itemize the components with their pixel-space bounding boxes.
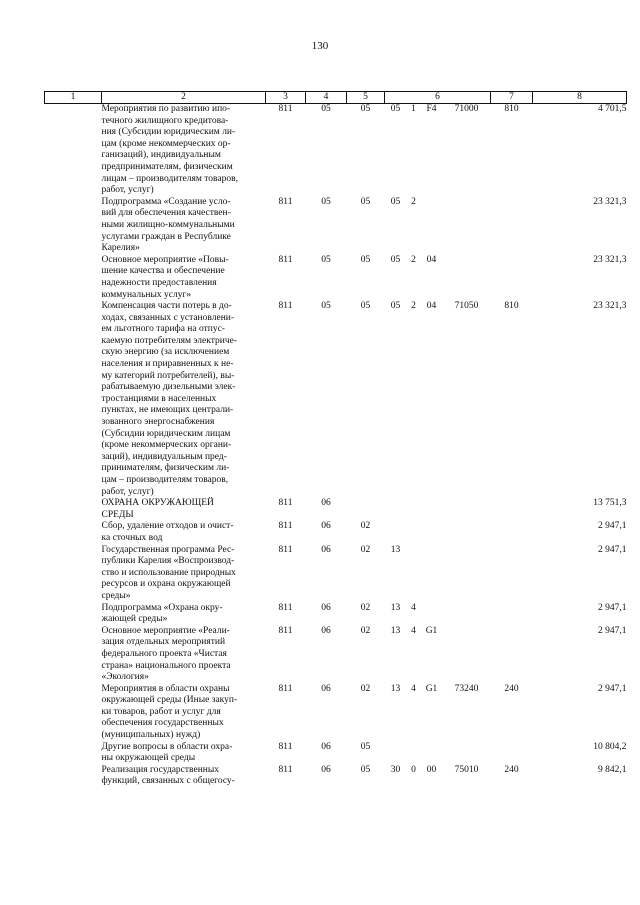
blank-cell bbox=[45, 626, 102, 684]
row-grbs: 811 bbox=[278, 301, 293, 312]
row-subprogram: 2 bbox=[411, 301, 416, 312]
row-subprogram bbox=[407, 742, 421, 765]
row-program: 13 bbox=[390, 683, 401, 694]
row-subsection: 05 bbox=[360, 254, 371, 265]
row-section: 06 bbox=[321, 498, 331, 509]
row-program: 30 bbox=[390, 764, 401, 775]
row-grbs: 811 bbox=[278, 602, 293, 613]
row-expense-type bbox=[491, 626, 533, 684]
row-subprogram: 4 bbox=[411, 602, 416, 613]
row-grbs: 811 bbox=[278, 764, 293, 775]
row-subsection bbox=[347, 498, 385, 521]
row-name: Основное мероприятие «Повы- шение качества и обеспечение надежности предоставления коммунальных услуг» bbox=[101, 254, 229, 300]
row-grbs: 811 bbox=[278, 683, 293, 694]
row-subprogram: 4 bbox=[411, 683, 416, 694]
row-subprogram bbox=[407, 498, 421, 521]
row-section: 05 bbox=[321, 104, 331, 114]
column-header: 3 bbox=[266, 92, 306, 104]
row-expense-type bbox=[491, 545, 533, 603]
row-subsection: 02 bbox=[360, 544, 371, 555]
row-direction bbox=[443, 498, 491, 521]
table-row bbox=[45, 626, 627, 684]
row-section: 06 bbox=[321, 544, 331, 555]
row-section: 06 bbox=[321, 625, 331, 636]
column-header: 8 bbox=[533, 92, 627, 104]
row-expense-type bbox=[491, 521, 533, 544]
table-row bbox=[45, 498, 627, 521]
header-row bbox=[45, 92, 627, 104]
row-grbs: 811 bbox=[278, 104, 293, 114]
row-activity: G1 bbox=[425, 683, 438, 694]
blank-cell bbox=[45, 104, 102, 197]
row-program: 13 bbox=[390, 544, 401, 555]
row-grbs: 811 bbox=[278, 196, 293, 207]
table-row bbox=[45, 104, 627, 197]
row-program bbox=[385, 521, 407, 544]
row-subsection: 05 bbox=[360, 741, 371, 752]
row-direction bbox=[443, 603, 491, 626]
row-expense-type: 810 bbox=[504, 104, 519, 114]
row-direction bbox=[443, 197, 491, 255]
table-row bbox=[45, 521, 627, 544]
row-name: Государственная программа Рес- публики Карелия «Воспроизвод- ство и использование природных ресурсов и охрана окружающей среды» bbox=[101, 544, 236, 601]
blank-cell bbox=[45, 742, 102, 765]
blank-cell bbox=[45, 301, 102, 498]
row-expense-type bbox=[491, 255, 533, 301]
row-direction: 71000 bbox=[454, 104, 479, 114]
row-subprogram bbox=[407, 545, 421, 603]
row-amount: 23 321,3 bbox=[593, 254, 627, 265]
row-subsection: 02 bbox=[360, 602, 371, 613]
row-activity: F4 bbox=[426, 104, 437, 114]
row-subsection: 02 bbox=[360, 625, 371, 636]
row-amount: 9 842,1 bbox=[598, 764, 627, 775]
row-activity: G1 bbox=[425, 625, 438, 636]
blank-cell bbox=[45, 521, 102, 544]
blank-cell bbox=[45, 255, 102, 301]
row-program: 05 bbox=[390, 196, 401, 207]
row-expense-type bbox=[491, 498, 533, 521]
row-subsection: 05 bbox=[360, 196, 371, 207]
row-expense-type: 240 bbox=[504, 764, 519, 775]
column-header: 4 bbox=[306, 92, 347, 104]
row-expense-type bbox=[491, 742, 533, 765]
row-grbs: 811 bbox=[278, 625, 293, 636]
row-amount: 23 321,3 bbox=[593, 196, 627, 207]
row-direction bbox=[443, 742, 491, 765]
row-amount: 2 947,1 bbox=[598, 625, 627, 636]
row-program bbox=[385, 742, 407, 765]
blank-cell bbox=[45, 684, 102, 742]
row-amount: 2 947,1 bbox=[598, 521, 627, 532]
row-activity: 00 bbox=[426, 764, 437, 775]
row-subprogram: 1 bbox=[411, 104, 416, 114]
row-program: 13 bbox=[390, 602, 401, 613]
row-name: Реализация государственных функций, связанных с общегосу- bbox=[101, 764, 235, 787]
row-activity: 04 bbox=[426, 254, 437, 265]
row-direction: 73240 bbox=[454, 683, 479, 694]
row-subprogram: 0 bbox=[411, 764, 416, 775]
row-activity bbox=[421, 521, 443, 544]
row-direction bbox=[443, 255, 491, 301]
blank-cell bbox=[45, 545, 102, 603]
column-header: 2 bbox=[102, 92, 266, 104]
column-header: 5 bbox=[347, 92, 385, 104]
row-amount: 23 321,3 bbox=[593, 301, 627, 312]
row-name: Другие вопросы в области охра- ны окружающей среды bbox=[101, 741, 233, 764]
row-subsection: 05 bbox=[360, 104, 371, 114]
row-amount: 2 947,1 bbox=[598, 602, 627, 613]
row-subsection: 05 bbox=[360, 301, 371, 312]
table-row bbox=[45, 684, 627, 742]
row-program: 05 bbox=[390, 254, 401, 265]
row-direction bbox=[443, 545, 491, 603]
row-section: 06 bbox=[321, 764, 331, 775]
table-row bbox=[45, 301, 627, 498]
row-activity bbox=[421, 197, 443, 255]
row-subprogram: 2 bbox=[411, 254, 416, 265]
blank-cell bbox=[45, 765, 102, 788]
table-row bbox=[45, 197, 627, 255]
row-direction bbox=[443, 521, 491, 544]
row-direction: 75010 bbox=[454, 764, 479, 775]
column-header: 6 bbox=[385, 92, 491, 104]
row-name: Компенсация части потерь в до- ходах, связанных с установлени- ем льготного тарифа на отпус- каемую потребителям электриче- скую энергию (за исключением населения и приравненных к не- му категорий потребителей), вы- рабатываемую дизельными элек- тростанциями в населенных пунктах, не имеющих централи- зованного энергоснабжения (Субсидии юридическим лицам (кроме некоммерческих органи- заций), индивидуальным пред- принимателям, физическим ли- цам – производителям товаров, работ, услуг) bbox=[101, 301, 237, 497]
blank-cell bbox=[45, 498, 102, 521]
row-grbs: 811 bbox=[278, 544, 293, 555]
row-expense-type: 810 bbox=[504, 301, 519, 312]
row-grbs: 811 bbox=[278, 741, 293, 752]
row-section: 06 bbox=[321, 602, 331, 613]
blank-cell bbox=[45, 603, 102, 626]
row-program: 05 bbox=[390, 104, 401, 114]
column-header: 1 bbox=[45, 92, 102, 104]
row-expense-type bbox=[491, 603, 533, 626]
row-program bbox=[385, 498, 407, 521]
row-expense-type bbox=[491, 197, 533, 255]
row-grbs: 811 bbox=[278, 498, 293, 509]
row-activity bbox=[421, 603, 443, 626]
row-name: Основное мероприятие «Реали- зация отдельных мероприятий федерального проекта «Чистая страна» национального проекта «Экология» bbox=[101, 625, 231, 683]
row-activity bbox=[421, 498, 443, 521]
budget-table bbox=[44, 91, 627, 788]
table-row bbox=[45, 765, 627, 788]
row-name: Подпрограмма «Создание усло- вий для обеспечения качествен- ными жилищно-коммунальными услугами граждан в Республике Карелия» bbox=[101, 196, 235, 254]
row-amount: 13 751,3 bbox=[593, 498, 627, 509]
row-amount: 4 701,5 bbox=[598, 104, 627, 114]
row-name: ОХРАНА ОКРУЖАЮЩЕЙ СРЕДЫ bbox=[101, 498, 214, 520]
row-direction: 71050 bbox=[454, 301, 479, 312]
row-expense-type: 240 bbox=[504, 683, 519, 694]
row-activity bbox=[421, 545, 443, 603]
table-row bbox=[45, 603, 627, 626]
row-grbs: 811 bbox=[278, 254, 293, 265]
row-direction bbox=[443, 626, 491, 684]
page-number: 130 bbox=[311, 40, 329, 52]
table-body bbox=[45, 104, 627, 789]
row-name: Мероприятия в области охраны окружающей среды (Иные закуп- ки товаров, работ и услуг для обеспечения государственных (муниципальных) нужд) bbox=[101, 683, 238, 741]
row-section: 06 bbox=[321, 521, 331, 532]
row-section: 05 bbox=[321, 196, 331, 207]
row-section: 05 bbox=[321, 254, 331, 265]
table-row bbox=[45, 545, 627, 603]
row-name: Сбор, удаление отходов и очист- ка сточных вод bbox=[101, 521, 234, 543]
row-amount: 2 947,1 bbox=[598, 683, 627, 694]
row-program: 13 bbox=[390, 625, 401, 636]
row-section: 06 bbox=[321, 741, 331, 752]
table-row bbox=[45, 255, 627, 301]
row-activity: 04 bbox=[426, 301, 437, 312]
row-name: Мероприятия по развитию ипо- течного жилищного кредитова- ния (Субсидии юридическим ли- цам (кроме некоммерческих ор- ганизаций), индивидуальным предпринимателям, физическим лицам – производителям товаров, работ, услуг) bbox=[101, 104, 238, 196]
row-grbs: 811 bbox=[278, 521, 293, 532]
row-program: 05 bbox=[390, 301, 401, 312]
row-subsection: 02 bbox=[360, 683, 371, 694]
row-amount: 2 947,1 bbox=[598, 544, 627, 555]
row-section: 06 bbox=[321, 683, 331, 694]
row-subprogram: 4 bbox=[411, 625, 416, 636]
row-subprogram: 2 bbox=[411, 196, 416, 207]
row-name: Подпрограмма «Охрана окру- жающей среды» bbox=[101, 602, 223, 625]
column-header: 7 bbox=[491, 92, 533, 104]
row-subprogram bbox=[407, 521, 421, 544]
row-section: 05 bbox=[321, 301, 331, 312]
row-subsection: 02 bbox=[360, 521, 371, 532]
table-row bbox=[45, 742, 627, 765]
blank-cell bbox=[45, 197, 102, 255]
row-subsection: 05 bbox=[360, 764, 371, 775]
row-amount: 10 804,2 bbox=[593, 741, 627, 752]
row-activity bbox=[421, 742, 443, 765]
